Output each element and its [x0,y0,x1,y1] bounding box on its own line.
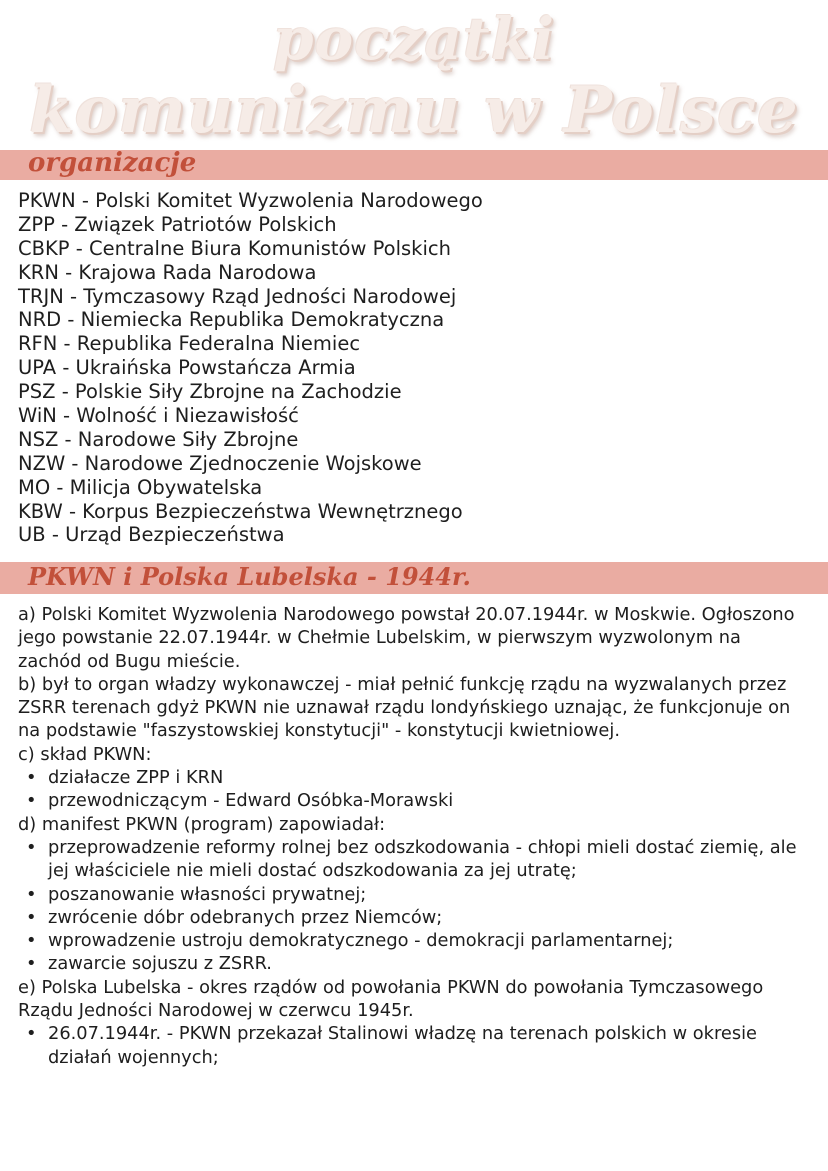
list-item: MO - Milicja Obywatelska [18,475,263,499]
paragraph-a: a) Polski Komitet Wyzwolenia Narodowego powstał 20.07.1944r. w Moskwie. Ogłoszono jego powstanie 22.07.1944r. w Chełmie Lubelskim, w pierwszym wyzwolonym na zachód od Bugu mieście. [18,604,795,672]
list-item: • poszanowanie własności prywatnej; [48,883,808,906]
paragraph-b: b) był to organ władzy wykonawczej - miał pełnić funkcję rządu na wyzwalanych przez ZSRR terenach gdyż PKWN nie uznawał rządu londyńskiego uznając, że funkcjonuje on na podstawie "faszystowskiej konstytucji" - konstytucji kwietniowej. [18,673,791,742]
list-item: KBW - Korpus Bezpieczeństwa Wewnętrznego [18,499,463,523]
list-item: TRJN - Tymczasowy Rząd Jedności Narodowej [18,284,457,308]
list-item: • zwrócenie dóbr odebranych przez Niemców; [48,906,808,929]
list-item: • 26.07.1944r. - PKWN przekazał Stalinowi władzę na terenach polskich w okresie działań wojennych; [48,1022,808,1069]
list-item: • działacze ZPP i KRN [48,766,808,789]
list-item: PKWN - Polski Komitet Wyzwolenia Narodowego [18,189,483,212]
composition-list [18,766,808,813]
section-band-pkwn [0,562,828,594]
list-item: PSZ - Polskie Siły Zbrojne na Zachodzie [18,380,402,404]
list-item: NRD - Niemiecka Republika Demokratyczna [18,308,445,332]
list-item: • wprowadzenie ustroju demokratycznego - demokracji parlamentarnej; [48,929,808,952]
manifest-list [18,836,808,976]
list-item: • zawarcie sojuszu z ZSRR. [48,952,808,975]
page-title-line-1: początki [272,5,556,73]
paragraph-d: d) manifest PKWN (program) zapowiadał: [18,813,386,835]
list-item: RFN - Republika Federalna Niemiec [18,332,361,356]
list-item: NZW - Narodowe Zjednoczenie Wojskowe [18,451,422,475]
list-item: • przeprowadzenie reformy rolnej bez odszkodowania - chłopi mieli dostać ziemię, ale jej właściciele nie mieli dostać odszkodowania za jej utratę; [48,836,808,883]
paragraph-e: e) Polska Lubelska - okres rządów od powołania PKWN do powołania Tymczasowego Rządu Jedności Narodowej w czerwcu 1945r. [18,976,764,1022]
section-band-organizations [0,150,828,180]
pkwn-section-body [18,603,808,1069]
list-item: UB - Urząd Bezpieczeństwa [18,523,285,547]
section-heading-organizations: organizacje [28,148,197,178]
page-title-line-2: komunizmu w Polsce [29,73,799,148]
list-item: UPA - Ukraińska Powstańcza Armia [18,356,356,380]
paragraph-c: c) skład PKWN: [18,743,152,765]
list-item: CBKP - Centralne Biura Komunistów Polskich [18,236,451,260]
section-heading-pkwn: PKWN i Polska Lubelska - 1944r. [28,562,471,591]
list-item: KRN - Krajowa Rada Narodowa [18,260,317,284]
organizations-list [18,189,483,547]
list-item: WiN - Wolność i Niezawisłość [18,404,299,428]
list-item: NSZ - Narodowe Siły Zbrojne [18,427,299,451]
lublin-poland-list [18,1022,808,1069]
list-item: ZPP - Związek Patriotów Polskich [18,212,337,236]
list-item: • przewodniczącym - Edward Osóbka-Morawski [48,789,808,812]
